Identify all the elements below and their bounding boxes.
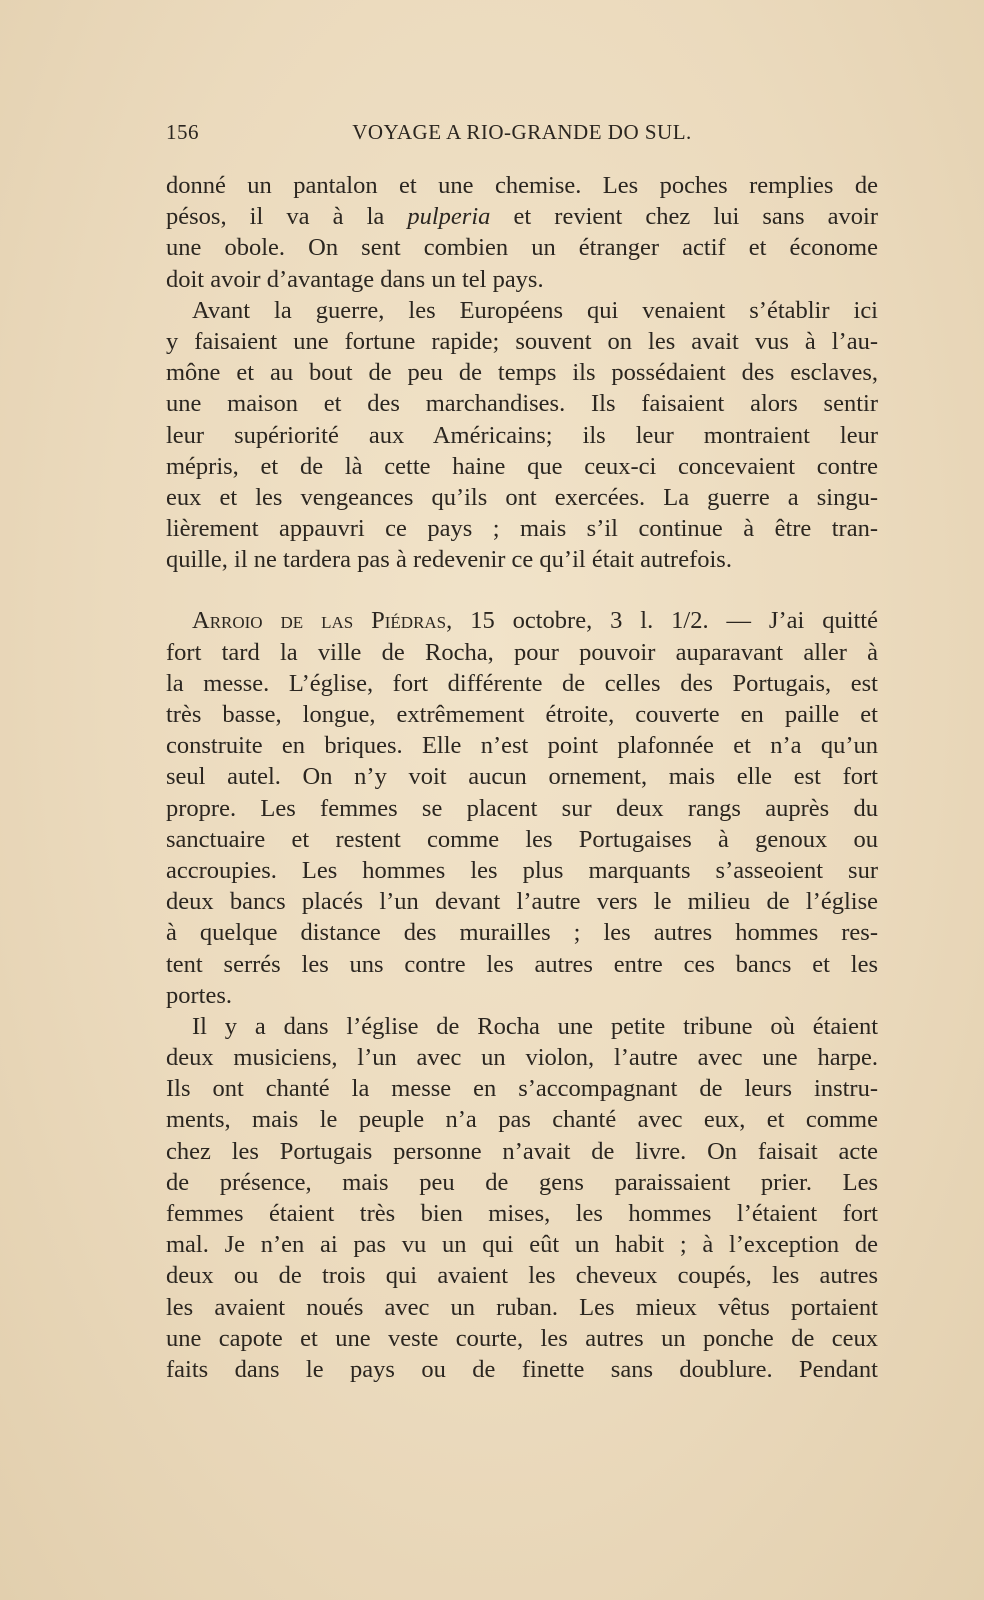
paragraph-2 [166,295,878,576]
text-line: une capote et une veste courte, les autres un ponche de ceux [166,1324,878,1352]
text-line: donné un pantalon et une chemise. Les poches remplies de [166,172,878,199]
text-line: quille, il ne tardera pas à redevenir ce qu’il était autrefois. [166,546,732,574]
text-line: à quelque distance des murailles ; les autres hommes res- [166,919,878,947]
body-text [166,170,878,1385]
page-number: 156 [166,120,199,144]
text-line: chez les Portugais personne n’avait de livre. On faisait acte [166,1137,878,1165]
text-line: deux ou de trois qui avaient les cheveux coupés, les autres [166,1262,878,1290]
text-line: pésos, il va à la pulperia et revient chez lui sans avoir [166,203,878,231]
text-line: une maison et des marchandises. Ils faisaient alors sentir [166,390,878,418]
text-line: mal. Je n’en ai pas vu un qui eût un habit ; à l’exception de [166,1231,878,1259]
text-line: sanctuaire et restent comme les Portugaises à genoux ou [166,825,878,853]
text-line: Avant la guerre, les Européens qui venaient s’établir ici [192,296,878,324]
text-line: y faisaient une fortune rapide; souvent on les avait vus à l’au- [166,327,878,355]
text-line: lièrement appauvri ce pays ; mais s’il continue à être tran- [166,515,878,543]
text-line: Ils ont chanté la messe en s’accompagnant de leurs instru- [166,1075,878,1103]
place-heading: Arroio de las Piédras, [192,607,453,635]
text-line: accroupies. Les hommes les plus marquants s’asseoient sur [166,856,878,884]
running-title: VOYAGE A RIO-GRANDE DO SUL. [352,120,692,144]
text-line: doit avoir d’avantage dans un tel pays. [166,265,544,293]
section-gap [166,575,878,605]
text-line: ments, mais le peuple n’a pas chanté avec eux, et comme [166,1106,878,1134]
text-line: mône et au bout de peu de temps ils possédaient des esclaves, [166,359,878,387]
text-line: Il y a dans l’église de Rocha une petite tribune où étaient [192,1012,878,1040]
text-line: les avaient noués avec un ruban. Les mieux vêtus portaient [166,1293,878,1321]
page-header [166,120,878,150]
text-line: de présence, mais peu de gens paraissaient prier. Les [166,1168,878,1196]
text-line: la messe. L’église, fort différente de celles des Portugais, est [166,669,878,697]
text-line: une obole. On sent combien un étranger actif et économe [166,234,878,262]
entry-heading-line: Arroio de las Piédras, 15 octobre, 3 l. 1/2. — J’ai quitté [192,607,878,635]
text-line: seul autel. On n’y voit aucun ornement, mais elle est fort [166,763,878,791]
paragraph-4 [166,1011,878,1385]
text-line: construite en briques. Elle n’est point plafonnée et n’a qu’un [166,732,878,760]
text-line: fort tard la ville de Rocha, pour pouvoir auparavant aller à [166,638,878,666]
paragraph-3 [166,605,878,1010]
paragraph-1 [166,170,878,295]
text-line: faits dans le pays ou de finette sans doublure. Pendant [166,1355,878,1383]
text-line: femmes étaient très bien mises, les hommes l’étaient fort [166,1200,878,1227]
text-line: mépris, et de là cette haine que ceux-ci concevaient contre [166,452,878,480]
text-line: deux bancs placés l’un devant l’autre vers le milieu de l’église [166,888,878,916]
italic-word: pulperia [407,203,491,231]
text-line: très basse, longue, extrêmement étroite, couverte en paille et [166,701,878,728]
text-line: leur supériorité aux Américains; ils leur montraient leur [166,421,878,449]
text-line: tent serrés les uns contre les autres entre ces bancs et les [166,950,878,978]
text-line: portes. [166,981,232,1009]
text-line: eux et les vengeances qu’ils ont exercées. La guerre a singu- [166,483,878,511]
text-line: propre. Les femmes se placent sur deux rangs auprès du [166,794,878,822]
text-line: deux musiciens, l’un avec un violon, l’autre avec une harpe. [166,1044,878,1072]
